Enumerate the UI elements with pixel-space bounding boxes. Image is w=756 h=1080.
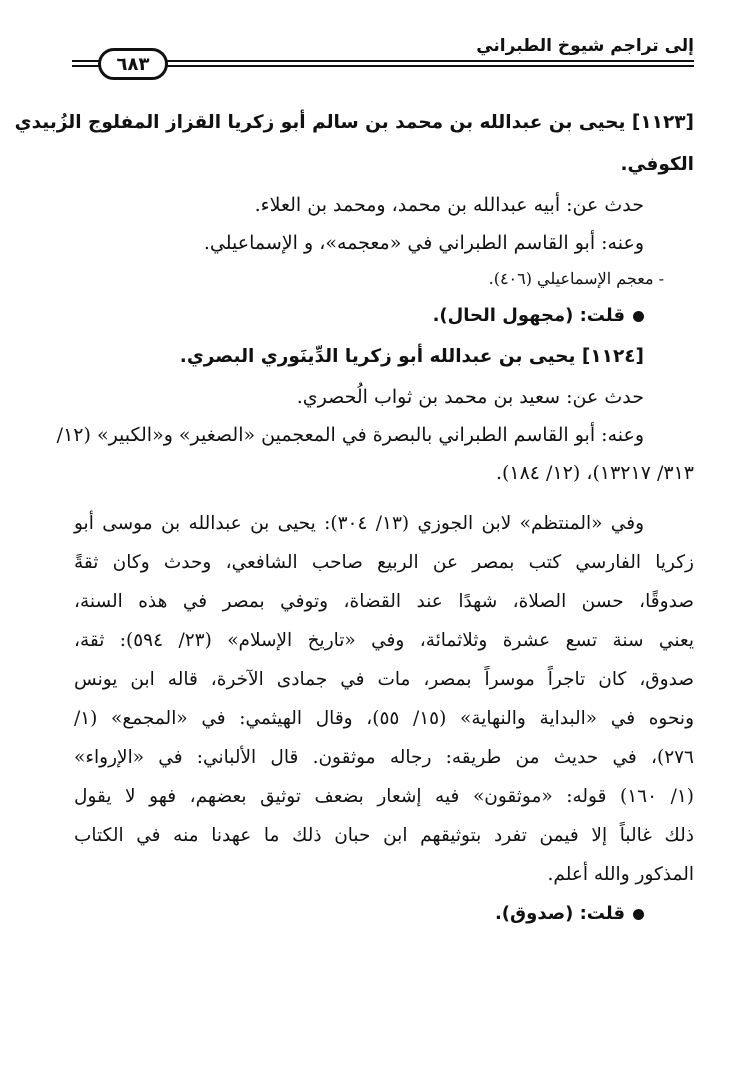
paragraph-line: المذكور والله أعلم. (547, 864, 694, 885)
bullet-icon (633, 311, 644, 322)
paragraph-line: ذلك غالباً إلا فيمن تفرد بتوثيقهم ابن حبان ذلك ما عهدنا منه في الكتاب (74, 825, 694, 846)
narrated-by: وعنه: أبو القاسم الطبراني في «معجمه»، و الإسماعيلي. (203, 232, 644, 254)
paragraph-line: صدوقًا، حسن الصلاة، شهدًا عند القضاة، وتوفي بمصر في هذه السنة، (74, 591, 694, 612)
paragraph-line: ٢٧٦)، في حديث من طريقه: رجاله موثقون. قال الألباني: في «الإرواء» (74, 747, 694, 768)
verdict-text: قلت: (صدوق). (494, 903, 625, 924)
narrated-by: وعنه: أبو القاسم الطبراني بالبصرة في المعجمين «الصغير» و«الكبير» (١٢/ (56, 424, 644, 446)
paragraph-line: وفي «المنتظم» لابن الجوزي (١٣/ ٣٠٤): يحيى بن عبدالله بن موسى أبو (74, 513, 644, 534)
narrated-by-continued: ٣١٣/ ١٣٢١٧)، (١٢/ ١٨٤). (495, 462, 694, 484)
running-title: إلى تراجم شيوخ الطبراني (476, 36, 694, 56)
entry-title: [١١٢٤] يحيى بن عبدالله أبو زكريا الدِّينَوري البصري. (179, 346, 644, 367)
entry-title: [١١٢٣] يحيى بن عبدالله بن محمد بن سالم أبو زكريا القزاز المفلوج الزُبيدي (14, 112, 694, 133)
page-number-badge: ٦٨٣ (98, 48, 168, 80)
paragraph-line: ونحوه في «البداية والنهاية» (١٥/ ٥٥)، وقال الهيثمي: في «المجمع» (١/ (74, 708, 694, 729)
paragraph-line: صدوق، كان تاجراً موسراً بمصر، مات في جمادى الآخرة، قاله ابن يونس (74, 669, 694, 690)
paragraph-line: (١/ ١٦٠) قوله: «موثقون» فيه إشعار بضعف توثيق بعضهم، فهو لا يقول (74, 786, 694, 807)
paragraph-line: يعني سنة تسع عشرة وثلاثمائة، وفي «تاريخ الإسلام» (٢٣/ ٥٩٤): ثقة، (74, 630, 694, 651)
entry-1124 (56, 336, 694, 934)
narrated-from: حدث عن: أبيه عبدالله بن محمد، ومحمد بن العلاء. (254, 194, 644, 216)
page-body (14, 102, 694, 934)
narrated-from: حدث عن: سعيد بن محمد بن ثواب الُحصري. (296, 386, 644, 408)
page-header (72, 36, 694, 86)
commentary-paragraph (74, 504, 694, 894)
source-reference: - معجم الإسماعيلي (٤٠٦). (488, 269, 664, 288)
entry-title-continued: الكوفي. (620, 154, 694, 175)
bullet-icon (633, 909, 644, 920)
verdict (74, 296, 694, 336)
verdict (74, 894, 694, 934)
paragraph-line: زكريا الفارسي كتب بمصر عن الربيع صاحب الشافعي، وحدث وكان ثقةً (74, 552, 694, 573)
entry-1123 (14, 102, 694, 336)
verdict-text: قلت: (مجهول الحال). (432, 305, 625, 326)
